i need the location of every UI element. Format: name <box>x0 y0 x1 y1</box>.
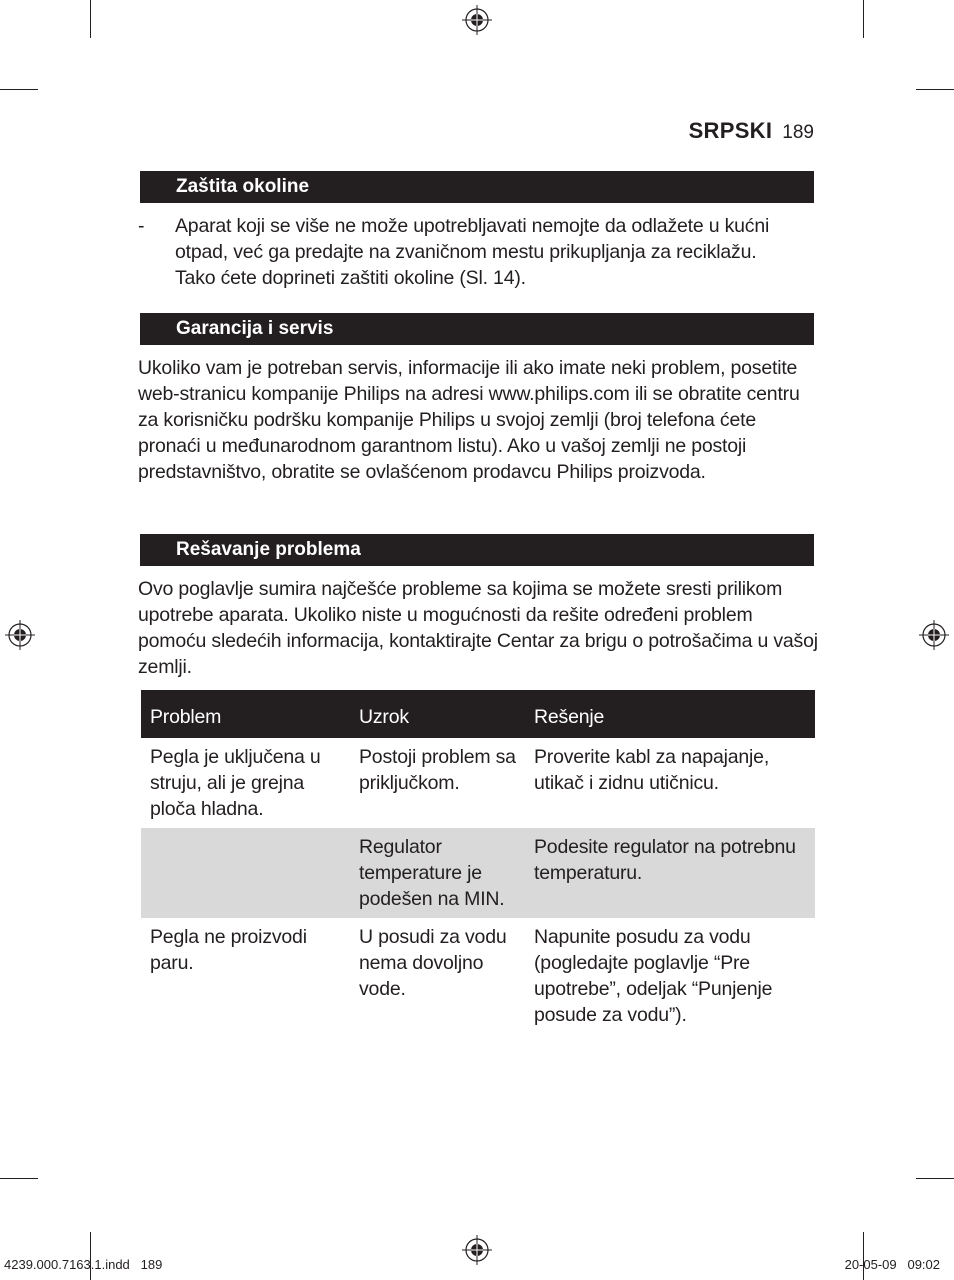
crop-mark <box>916 1178 954 1179</box>
column-header-problem: Problem <box>141 690 350 738</box>
running-header <box>689 118 814 144</box>
crop-mark <box>0 89 38 90</box>
table-row <box>141 918 815 1034</box>
troubleshooting-intro: Ovo poglavlje sumira najčešće probleme sa kojima se možete sresti prilikom upotrebe aparata. Ukoliko niste u mogućnosti da rešite određeni problem pomoću sledećih informacija, kontaktirajte Centar za brigu o potrošačima u vašoj zemlji. <box>138 578 818 678</box>
crop-mark <box>90 1232 91 1280</box>
language-label: SRPSKI <box>688 118 773 143</box>
problem-cell: Pegla ne proizvodi paru. <box>150 926 307 974</box>
solution-cell: Proverite kabl za napajanje, utikač i zidnu utičnicu. <box>534 746 770 794</box>
cause-cell: Postoji problem sa priključkom. <box>359 746 516 794</box>
table-row <box>141 828 815 918</box>
registration-mark-icon <box>5 620 35 650</box>
page-number: 189 <box>782 122 814 143</box>
troubleshooting-table <box>141 690 815 1034</box>
registration-mark-icon <box>462 1235 492 1265</box>
footer-date-info: 20-05-09 09:02 <box>844 1257 940 1272</box>
registration-mark-icon <box>919 620 949 650</box>
philips-website-link[interactable]: www.philips.com <box>488 383 630 405</box>
table-row <box>141 738 815 828</box>
guarantee-text-after: ili se obratite centru za korisničku podršku kompanije Philips u svojoj zemlji (broj telefona ćete pronaći u međunarodnom garantnom listu). Ako u vašoj zemlji ne postoji predstavništvo, obratite se ovlašćenom prodavcu Philips proizvoda. <box>138 383 800 483</box>
cause-cell: Regulator temperature je podešen na MIN. <box>350 828 525 918</box>
cause-cell: U posudi za vodu nema dovoljno vode. <box>359 926 507 1000</box>
guarantee-text-before: Ukoliko vam je potreban servis, informacije ili ako imate neki problem, posetite web-stranicu kompanije Philips na adresi <box>138 357 798 405</box>
section-heading-environment: Zaštita okoline <box>140 171 814 203</box>
footer-file-info: 4239.000.7163.1.indd 189 <box>4 1257 163 1272</box>
problem-cell <box>141 828 350 918</box>
table-header-row <box>141 690 815 738</box>
guarantee-paragraph <box>138 355 818 485</box>
section-heading-guarantee: Garancija i servis <box>140 313 814 345</box>
crop-mark <box>0 1178 38 1179</box>
environment-bullet <box>138 213 818 291</box>
problem-cell: Pegla je uključena u struju, ali je grejna ploča hladna. <box>150 746 321 820</box>
bullet-marker: - <box>138 215 145 237</box>
environment-text: Aparat koji se više ne može upotrebljavati nemojte da odlažete u kućni otpad, već ga predajte na zvaničnom mestu prikupljanja za reciklažu. Tako ćete doprineti zaštiti okoline (Sl. 14). <box>175 215 770 289</box>
crop-mark <box>863 0 864 38</box>
column-header-solution: Rešenje <box>525 690 815 738</box>
registration-mark-icon <box>462 5 492 35</box>
solution-cell: Podesite regulator na potrebnu temperaturu. <box>525 828 815 918</box>
column-header-cause: Uzrok <box>350 690 525 738</box>
crop-mark <box>916 89 954 90</box>
section-heading-troubleshooting: Rešavanje problema <box>140 534 814 566</box>
crop-mark <box>90 0 91 38</box>
solution-cell: Napunite posudu za vodu (pogledajte poglavlje “Pre upotrebe”, odeljak “Punjenje posude za vodu”). <box>534 926 773 1026</box>
crop-mark <box>863 1232 864 1280</box>
